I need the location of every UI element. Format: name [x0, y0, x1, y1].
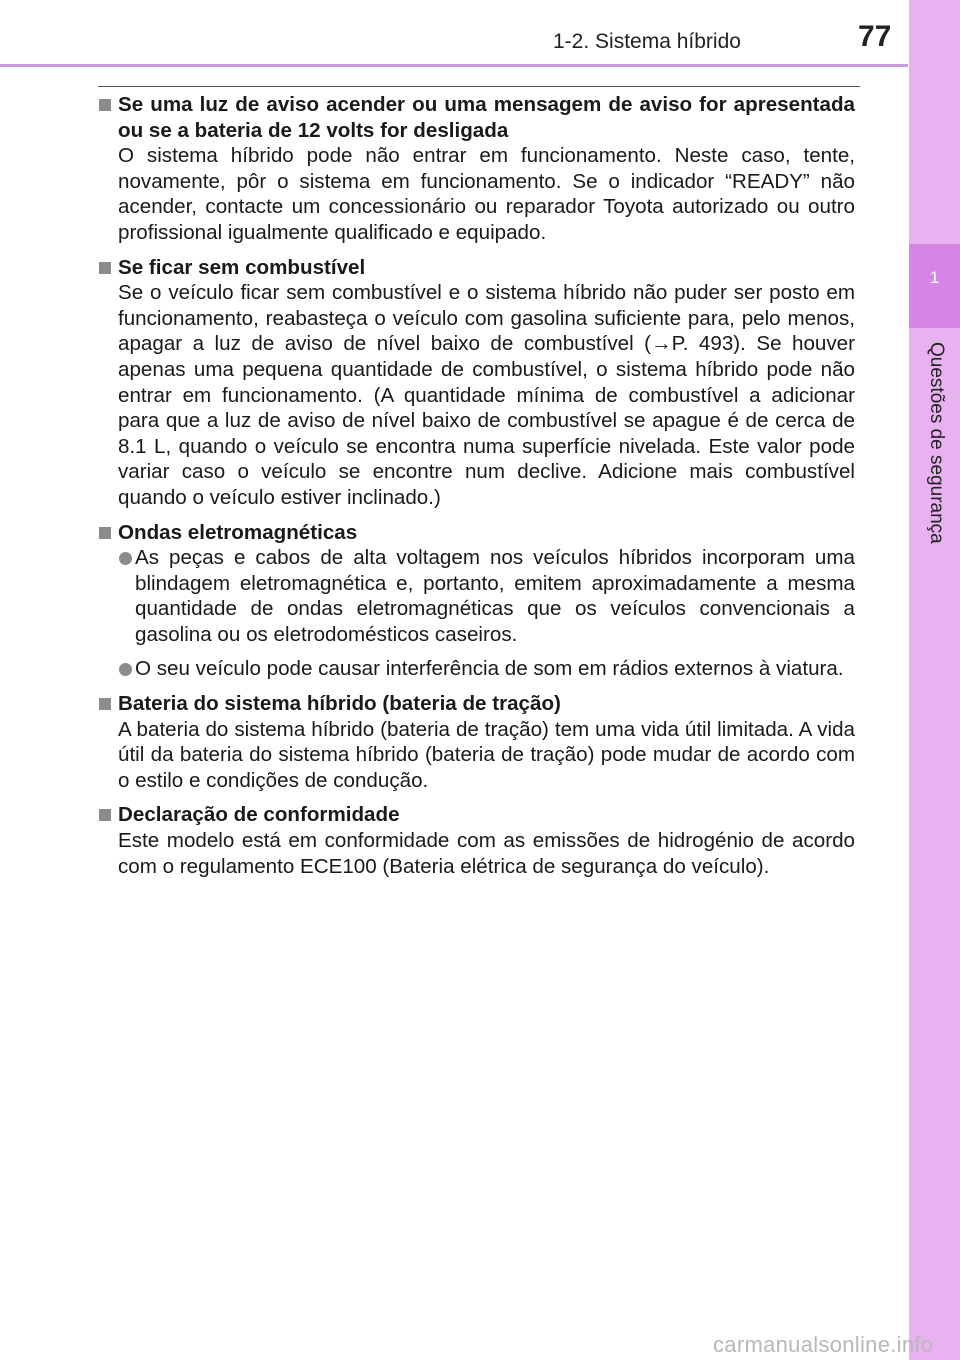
square-bullet-icon — [99, 99, 111, 111]
heading-text: Se ficar sem combustível — [118, 255, 366, 279]
section-traction-battery — [98, 691, 855, 793]
heading-text: Ondas eletromagnéticas — [118, 520, 358, 544]
page-header — [0, 0, 960, 70]
section-paragraph: A bateria do sistema híbrido (bateria de tração) tem uma vida útil limitada. A vida útil da bateria do sistema híbrido (bateria de tração) pode mudar de acordo com o estilo e condições de condução. — [118, 717, 855, 792]
page-content — [98, 92, 855, 888]
section-heading — [98, 520, 855, 546]
section-title: 1-2. Sistema híbrido — [553, 30, 741, 53]
circle-bullet-icon — [119, 663, 132, 676]
section-heading — [98, 255, 855, 281]
section-paragraph: Este modelo está em conformidade com as emissões de hidrogénio de acordo com o regulamento ECE100 (Bateria elétrica de segurança do veículo). — [118, 829, 855, 878]
square-bullet-icon — [99, 262, 111, 274]
heading-text: Bateria do sistema híbrido (bateria de tração) — [118, 692, 561, 716]
section-electromagnetic-waves — [98, 520, 855, 683]
chapter-side-tab — [909, 0, 960, 1360]
section-declaration-of-conformity — [98, 802, 855, 879]
page-number: 77 — [858, 20, 892, 53]
chapter-number: 1 — [929, 268, 940, 287]
chapter-label: Questões de segurança — [926, 342, 947, 544]
watermark: carmanualsonline.info — [713, 1332, 934, 1357]
list-item — [98, 656, 855, 682]
section-heading — [98, 691, 855, 717]
square-bullet-icon — [99, 698, 111, 710]
section-heading — [98, 92, 855, 143]
section-paragraph: Se o veículo ficar sem combustível e o sistema híbrido não puder ser posto em funcionamento, reabasteça o veículo com gasolina suficiente para, pelo menos, apagar a luz de aviso de nível baixo de combustível (→P. 493). Se houver apenas uma pequena quantidade de combustível, o sistema híbrido pode não entrar em funcionamento. (A quantidade mínima de combustível a adicionar para que a luz de aviso de nível baixo de combustível se apague é de cerca de 8.1 L, quando o veículo se encontra numa superfície nivelada. Este valor pode variar caso o veículo se encontre num declive. Adicione mais combustível quando o veículo estiver inclinado.) — [118, 281, 855, 509]
section-warning-light — [98, 92, 855, 246]
list-item-text: O seu veículo pode causar interferência de som em rádios externos à viatura. — [135, 657, 844, 681]
section-heading — [98, 802, 855, 828]
circle-bullet-icon — [119, 552, 132, 565]
heading-text: Se uma luz de aviso acender ou uma mensagem de aviso for apresentada ou se a bateria de 12 volts for desligada — [118, 93, 855, 142]
section-paragraph: O sistema híbrido pode não entrar em funcionamento. Neste caso, tente, novamente, pôr o sistema em funcionamento. Se o indicador “READY” não acender, contacte um concessionário ou reparador Toyota autorizado ou outro profissional igualmente qualificado e equipado. — [118, 144, 855, 244]
content-divider — [98, 86, 860, 87]
square-bullet-icon — [99, 527, 111, 539]
square-bullet-icon — [99, 809, 111, 821]
section-out-of-fuel — [98, 255, 855, 511]
header-divider — [0, 64, 908, 67]
list-item — [98, 545, 855, 647]
list-item-text: As peças e cabos de alta voltagem nos veículos híbridos incorporam uma blindagem eletromagnética e, portanto, emitem aproximadamente a mesma quantidade de ondas eletromagnéticas que os veículos convencionais a gasolina ou os eletrodomésticos caseiros. — [135, 546, 855, 646]
heading-text: Declaração de conformidade — [118, 803, 400, 827]
